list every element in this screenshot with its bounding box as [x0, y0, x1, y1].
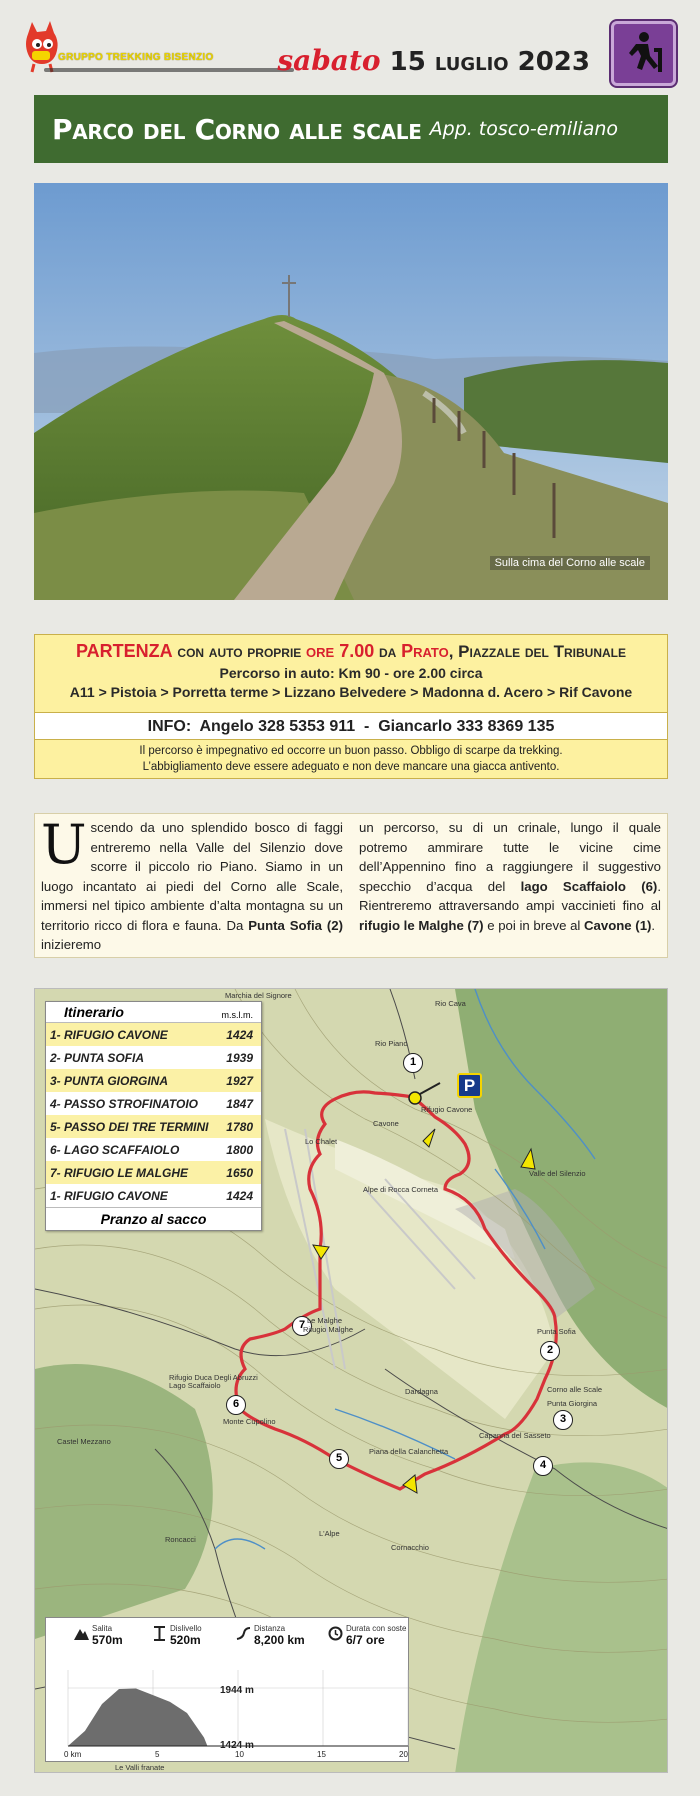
stat-duration-value: 6/7 ore [346, 1633, 385, 1647]
itinerary-header [46, 1002, 261, 1023]
marker-3: 3 [553, 1410, 573, 1430]
itinerary-altitude: 1927 [226, 1073, 253, 1088]
route-map [34, 988, 668, 1773]
summit-photo [34, 183, 668, 600]
itinerary-table [45, 1001, 262, 1231]
profile-area [68, 1688, 207, 1746]
place-label: Valle del Silenzio [529, 1169, 586, 1178]
itinerary-row [46, 1092, 261, 1115]
axis-tick: 5 [155, 1750, 160, 1759]
stat-distance-value: 8,200 km [254, 1633, 305, 1647]
itinerary-stop: 2- PUNTA SOFIA [50, 1050, 145, 1065]
itinerary-row [46, 1046, 261, 1069]
photo-caption: Sulla cima del Corno alle scale [490, 556, 650, 570]
route-stats [45, 1617, 409, 1762]
place-label: Piana della Calanchetta [369, 1447, 449, 1456]
description-text: inizieremo [41, 937, 102, 952]
place-label: Rio Piano [375, 1039, 408, 1048]
min-altitude: 1424 m [220, 1740, 254, 1751]
departure-transport: con auto proprie [177, 642, 302, 661]
car-distance: Percorso in auto: Km 90 - ore 2.00 circa [219, 665, 483, 681]
place-label: Rifugio Duca Degli Abruzzi [169, 1373, 258, 1382]
stat-ascent-label: Salita [92, 1624, 113, 1633]
itinerary-stop: 4- PASSO STROFINATOIO [50, 1096, 199, 1111]
itinerary-stop: 1- RIFUGIO CAVONE [50, 1188, 168, 1203]
place-label: Alpe di Rocca Corneta [363, 1185, 439, 1194]
place-label: Cavone [373, 1119, 399, 1128]
place-label: Rifugio Malghe [303, 1325, 354, 1334]
place-label: Cornacchio [391, 1543, 429, 1552]
description-highlight: lago Scaffaiolo (6) [520, 878, 658, 894]
page-subtitle: App. tosco-emiliano [429, 118, 619, 140]
event-day-number: 15 [389, 47, 426, 77]
trip-notes [35, 740, 667, 778]
axis-tick: 15 [317, 1750, 326, 1759]
itinerary-stop: 5- PASSO DEI TRE TERMINI [50, 1119, 209, 1134]
max-altitude: 1944 m [220, 1685, 254, 1696]
description-highlight: rifugio le Malghe (7) [359, 917, 484, 933]
stat-distance-label: Distanza [254, 1624, 286, 1633]
departure-from: da [379, 642, 397, 661]
itinerary-row [46, 1115, 261, 1138]
description-box [34, 813, 668, 958]
place-label: Marchia del Signore [225, 991, 292, 1000]
event-date [277, 44, 590, 77]
place-label: Punta Giorgina [547, 1399, 598, 1408]
place-label: Lago Scaffaiolo [169, 1381, 221, 1390]
marker-4: 4 [533, 1456, 553, 1476]
marker-2: 2 [540, 1341, 560, 1361]
mascot-logo [20, 20, 64, 74]
itinerary-row [46, 1161, 261, 1184]
itinerary-stop: 6- LAGO SCAFFAIOLO [50, 1142, 180, 1157]
page-title-bar [34, 95, 668, 163]
place-label: L'Alpe [319, 1529, 340, 1538]
itinerary-altitude: 1780 [226, 1119, 253, 1134]
description-text: e poi in breve al [483, 917, 584, 933]
description-text: . Rientreremo attraversando ampi vaccinieti fino al [359, 878, 661, 913]
itinerary-title: Itinerario [64, 1004, 124, 1020]
group-name: GRUPPO TREKKING BISENZIO [58, 52, 214, 63]
marker-7: 7 [292, 1316, 312, 1336]
stat-drop-value: 520m [170, 1633, 201, 1647]
place-label: Dardagna [405, 1387, 438, 1396]
axis-tick: 20 [399, 1750, 408, 1759]
itinerary-unit: m.s.l.m. [221, 1010, 253, 1020]
hiker-icon [611, 21, 676, 86]
info-contacts: INFO: Angelo 328 5353 911 - Giancarlo 333 8369 135 [35, 712, 667, 740]
place-label: Roncacci [165, 1535, 196, 1544]
itinerary-altitude: 1939 [226, 1050, 253, 1065]
itinerary-stop: 1- RIFUGIO CAVONE [50, 1027, 168, 1042]
itinerary-altitude: 1424 [226, 1188, 253, 1203]
event-day: sabato [277, 44, 381, 77]
description-highlight: Punta Sofia (2) [248, 917, 343, 933]
itinerary-row [46, 1138, 261, 1161]
departure-time: ore 7.00 [306, 641, 375, 661]
stat-drop-label: Dislivello [170, 1624, 202, 1633]
axis-tick: 10 [235, 1750, 244, 1759]
place-label: Monte Cupolino [223, 1417, 276, 1426]
itinerary-altitude: 1424 [226, 1027, 253, 1042]
marker-1: 1 [403, 1053, 423, 1073]
departure-line [35, 641, 667, 662]
drop-cap: U [41, 813, 87, 876]
place-label: Rifugio Cavone [421, 1105, 473, 1114]
place-label: Capanna del Sasseto [479, 1431, 551, 1440]
itinerary-altitude: 1847 [226, 1096, 253, 1111]
stat-duration-label: Durata con soste [346, 1624, 407, 1633]
description-highlight: Cavone (1) [584, 917, 652, 933]
description-text: . [651, 917, 656, 933]
logo-underline [44, 68, 294, 72]
event-year: 2023 [517, 47, 590, 77]
itinerary-stop: 7- RIFUGIO LE MALGHE [50, 1165, 188, 1180]
itinerary-stop: 3- PUNTA GIORGINA [50, 1073, 169, 1088]
trip-note-2: L’abbigliamento deve essere adeguato e non deve mancare una giacca antivento. [142, 761, 560, 773]
place-label: Lo Chalet [305, 1137, 338, 1146]
place-label: Le Valli franate [115, 1763, 165, 1772]
place-label: Rio Cava [435, 999, 466, 1008]
itinerary-row [46, 1023, 261, 1046]
departure-city: Prato [401, 641, 449, 661]
axis-tick: 0 km [64, 1750, 82, 1759]
marker-6: 6 [226, 1395, 246, 1415]
parking-icon: P [457, 1073, 482, 1098]
description-column-1 [41, 813, 343, 953]
itinerary-altitude: 1800 [226, 1142, 253, 1157]
event-month: luglio [434, 47, 509, 77]
place-label: Punta Sofia [537, 1327, 576, 1336]
stat-ascent-value: 570m [92, 1633, 123, 1647]
departure-box [34, 634, 668, 779]
page-title: Parco del Corno alle scale [52, 112, 422, 146]
place-label: Corno alle Scale [547, 1385, 603, 1394]
itinerary-altitude: 1650 [226, 1165, 253, 1180]
departure-meeting-point: , Piazzale del Tribunale [448, 642, 626, 661]
departure-word: PARTENZA [76, 641, 173, 661]
itinerary-row [46, 1184, 261, 1207]
description-column-2 [359, 818, 661, 953]
marker-5: 5 [329, 1449, 349, 1469]
place-label: Le Malghe [307, 1316, 343, 1325]
place-label: Castel Mezzano [57, 1437, 111, 1446]
lunch-note: Pranzo al sacco [46, 1207, 261, 1230]
itinerary-row [46, 1069, 261, 1092]
trip-note-1: Il percorso è impegnativo ed occorre un buon passo. Obbligo di scarpe da trekking. [139, 745, 563, 757]
description-text: scendo da uno splendido bosco di faggi entreremo nella Valle del Silenzio dove scorre il piccolo rio Piano. Siamo in un luogo incantato ai piedi del Corno alle Scale, immersi nel tipico ambiente d’alta montagna su un territorio ricco di flora e fauna. Da [41, 820, 343, 933]
description-text: un percorso, su di un crinale, lungo il quale potremo ammirare tutte le vicine cime dell’Appennino fino a raggiungere il suggestivo specchio d’acqua del [359, 820, 661, 894]
car-route: A11 > Pistoia > Porretta terme > Lizzano Belvedere > Madonna d. Acero > Rif Cavone [69, 684, 633, 700]
